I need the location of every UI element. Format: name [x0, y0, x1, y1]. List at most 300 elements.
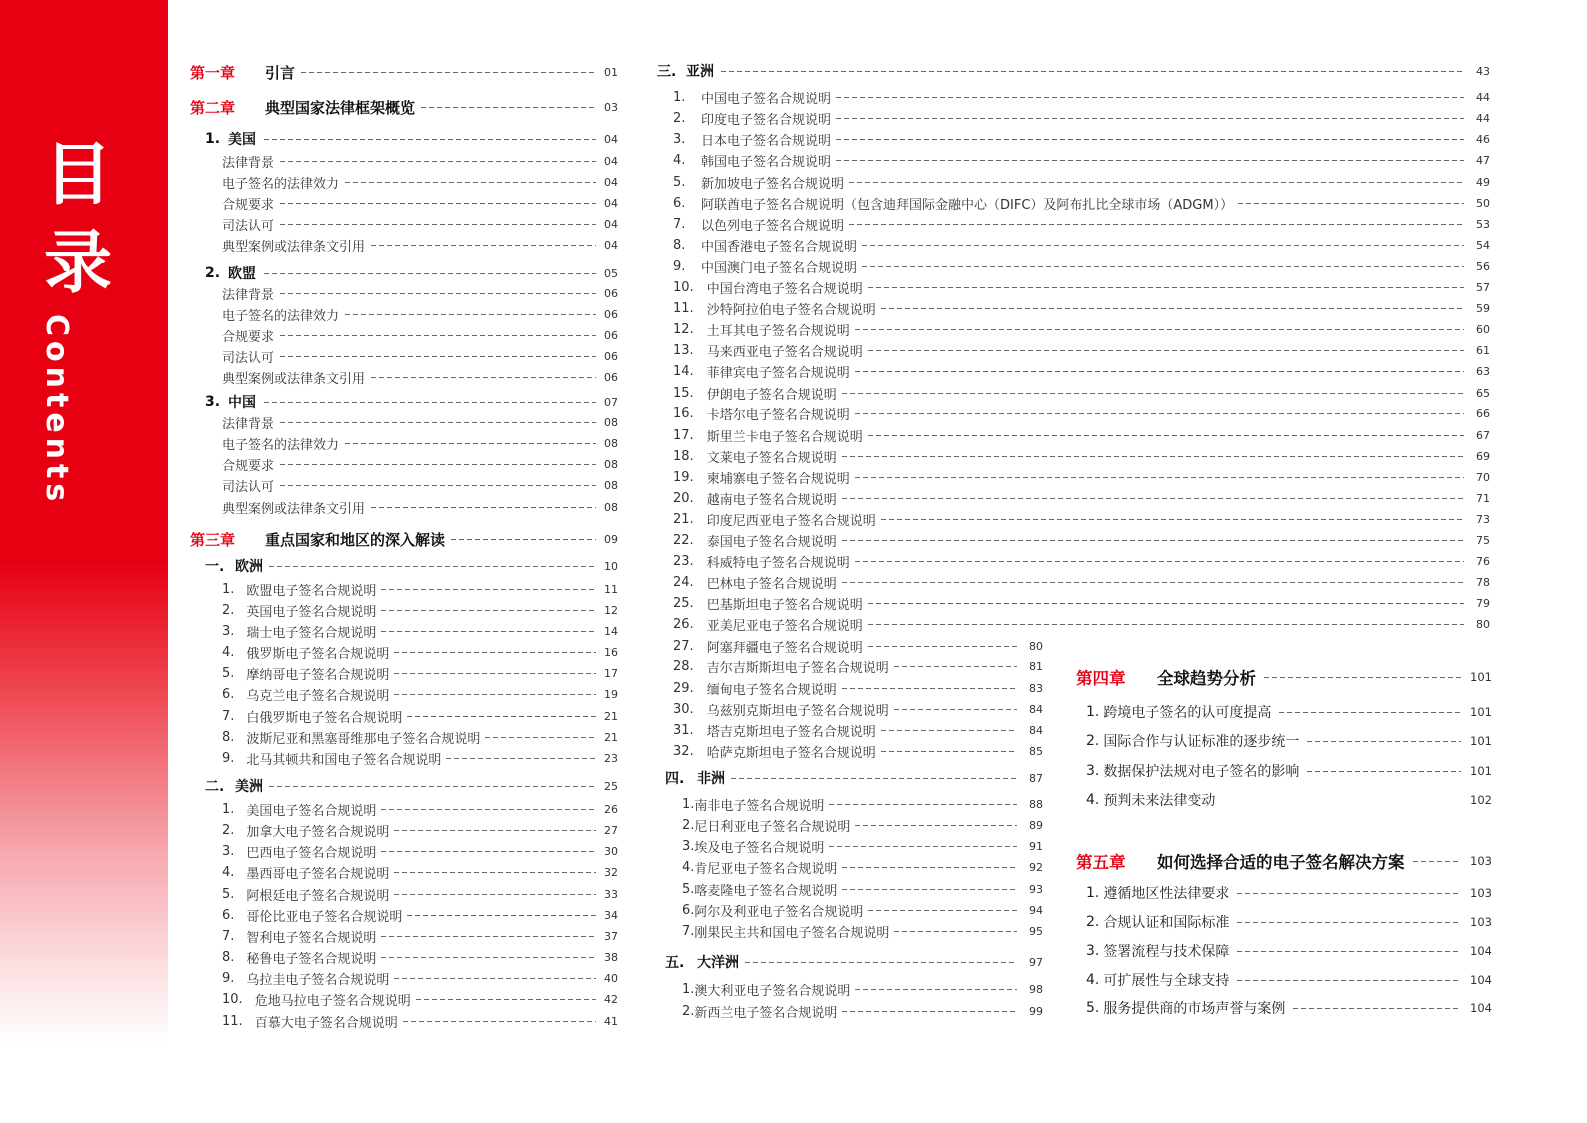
page-number: 78 — [1476, 575, 1490, 589]
entry-title: 电子签名的法律效力 — [222, 176, 340, 192]
toc-entry — [682, 857, 1043, 877]
page-number: 75 — [1476, 533, 1490, 547]
page-number: 06 — [604, 307, 618, 321]
dot-leader — [1237, 951, 1461, 952]
page-number: 06 — [604, 286, 618, 300]
entry-number: 23. — [673, 553, 694, 569]
page-number: 101 — [1470, 705, 1492, 719]
entry-number: 24. — [673, 574, 694, 590]
dot-leader — [868, 910, 1017, 911]
toc-entry — [222, 346, 618, 366]
page-number: 63 — [1476, 364, 1490, 378]
page-number: 27 — [604, 823, 618, 837]
toc-entry — [673, 488, 1490, 508]
toc-entry — [222, 884, 618, 904]
page-number: 33 — [604, 887, 618, 901]
toc-entry — [673, 361, 1490, 381]
entry-number: 一. — [205, 559, 225, 575]
entry-title: 埃及电子签名合规说明 — [694, 840, 825, 856]
entry-number: 2. — [1086, 733, 1100, 749]
page-number: 12 — [604, 603, 618, 617]
dot-leader — [836, 139, 1464, 140]
page-number: 11 — [604, 582, 618, 596]
toc-entry — [222, 172, 618, 192]
toc-entry — [682, 979, 1043, 999]
entry-title: 澳大利亚电子签名合规说明 — [694, 983, 851, 999]
page-number: 103 — [1470, 886, 1492, 900]
entry-number: 11. — [673, 300, 694, 316]
entry-number: 31. — [673, 722, 694, 738]
page-number: 67 — [1476, 428, 1490, 442]
entry-title: 北马其顿共和国电子签名合规说明 — [246, 752, 442, 768]
page-number: 04 — [604, 238, 618, 252]
dot-leader — [849, 182, 1464, 183]
entry-number: 1. — [1086, 885, 1100, 901]
entry-number: 15. — [673, 385, 694, 401]
entry-number: 3. — [673, 131, 686, 147]
chapter-label: 第五章 — [1076, 853, 1126, 872]
toc-entry — [222, 454, 618, 474]
dot-leader — [829, 846, 1017, 847]
page-number: 76 — [1476, 554, 1490, 568]
entry-number: 7. — [222, 708, 235, 724]
page-number: 41 — [604, 1014, 618, 1028]
page-number: 94 — [1029, 903, 1043, 917]
toc-entry — [222, 642, 618, 662]
entry-title: 法律背景 — [222, 155, 275, 171]
page-number: 61 — [1476, 343, 1490, 357]
dot-leader — [280, 485, 596, 486]
dot-leader — [868, 603, 1464, 604]
entry-title: 可扩展性与全球支持 — [1103, 973, 1230, 989]
chapter-title: 典型国家法律框架概览 — [265, 98, 416, 117]
page-number: 50 — [1476, 196, 1490, 210]
toc-section — [1086, 970, 1492, 990]
toc-entry — [673, 150, 1490, 170]
toc-entry — [673, 656, 1043, 676]
toc-entry — [222, 905, 618, 925]
entry-number: 1. — [673, 89, 686, 105]
entry-number: 5. — [222, 886, 235, 902]
dot-leader — [881, 519, 1464, 520]
entry-number: 4. — [1086, 792, 1100, 808]
entry-title: 亚洲 — [686, 64, 714, 80]
entry-title: 印度电子签名合规说明 — [701, 112, 832, 128]
page-number: 08 — [604, 436, 618, 450]
dot-leader — [345, 443, 596, 444]
entry-title: 哈萨克斯坦电子签名合规说明 — [706, 745, 876, 761]
toc-entry — [222, 727, 618, 747]
page-number: 104 — [1470, 944, 1492, 958]
dot-leader — [371, 507, 596, 508]
toc-section — [1086, 941, 1492, 961]
dot-leader — [394, 830, 596, 831]
dot-leader — [403, 1021, 596, 1022]
page-number: 46 — [1476, 132, 1490, 146]
entry-title: 乌兹别克斯坦电子签名合规说明 — [706, 703, 889, 719]
dot-leader — [381, 589, 596, 590]
dot-leader — [280, 464, 596, 465]
page-number: 80 — [1029, 639, 1043, 653]
toc-entry — [222, 367, 618, 387]
dot-leader — [1279, 712, 1461, 713]
entry-title: 国际合作与认证标准的逐步统一 — [1103, 734, 1300, 750]
dot-leader — [842, 889, 1017, 890]
page-number: 07 — [604, 395, 618, 409]
dot-leader — [862, 245, 1464, 246]
page-number: 84 — [1029, 702, 1043, 716]
entry-title: 大洋洲 — [697, 955, 739, 971]
entry-number: 10. — [222, 991, 243, 1007]
entry-title: 法律背景 — [222, 416, 275, 432]
entry-title: 美国电子签名合规说明 — [246, 803, 377, 819]
entry-number: 6. — [682, 902, 695, 918]
dot-leader — [855, 561, 1464, 562]
entry-title: 危地马拉电子签名合规说明 — [254, 993, 411, 1009]
entry-title: 印度尼西亚电子签名合规说明 — [706, 513, 876, 529]
page-number: 91 — [1029, 839, 1043, 853]
entry-title: 电子签名的法律效力 — [222, 308, 340, 324]
page-number: 95 — [1029, 924, 1043, 938]
dot-leader — [842, 498, 1464, 499]
page-number: 49 — [1476, 175, 1490, 189]
entry-title: 百慕大电子签名合规说明 — [254, 1015, 398, 1031]
dot-leader — [1293, 1008, 1461, 1009]
entry-number: 19. — [673, 469, 694, 485]
dot-leader — [280, 203, 596, 204]
entry-number: 13. — [673, 342, 694, 358]
entry-title: 韩国电子签名合规说明 — [701, 154, 832, 170]
entry-number: 25. — [673, 595, 694, 611]
page-number: 05 — [604, 266, 618, 280]
toc-entry — [673, 614, 1490, 634]
dot-leader — [416, 999, 596, 1000]
entry-number: 32. — [673, 743, 694, 759]
entry-title: 土耳其电子签名合规说明 — [706, 323, 850, 339]
dot-leader — [842, 582, 1464, 583]
dot-leader — [446, 758, 596, 759]
entry-number: 11. — [222, 1013, 243, 1029]
toc-entry — [673, 235, 1490, 255]
page-number: 03 — [604, 100, 618, 114]
dot-leader — [836, 118, 1464, 119]
entry-number: 1. — [682, 981, 695, 997]
page-number: 93 — [1029, 882, 1043, 896]
toc-entry — [222, 706, 618, 726]
entry-title: 典型案例或法律条文引用 — [222, 501, 366, 517]
page-number: 26 — [604, 802, 618, 816]
dot-leader — [269, 566, 596, 567]
entry-title: 马来西亚电子签名合规说明 — [706, 344, 863, 360]
dot-leader — [1237, 922, 1461, 923]
dot-leader — [745, 962, 1017, 963]
dot-leader — [280, 293, 596, 294]
dot-leader — [345, 314, 596, 315]
toc-entry — [682, 794, 1043, 814]
toc-entry — [673, 636, 1043, 656]
entry-title: 巴林电子签名合规说明 — [706, 576, 837, 592]
page-number: 87 — [1029, 771, 1043, 785]
entry-number: 8. — [222, 729, 235, 745]
page-number: 98 — [1029, 982, 1043, 996]
page-number: 43 — [1476, 64, 1490, 78]
toc-entry — [222, 412, 618, 432]
page-number: 23 — [604, 751, 618, 765]
entry-number: 1. — [222, 801, 235, 817]
entry-title: 肯尼亚电子签名合规说明 — [694, 861, 838, 877]
entry-title: 卡塔尔电子签名合规说明 — [706, 407, 850, 423]
entry-title: 英国电子签名合规说明 — [246, 604, 377, 620]
entry-title: 伊朗电子签名合规说明 — [706, 387, 837, 403]
toc-entry — [222, 989, 618, 1009]
toc-entry — [222, 862, 618, 882]
entry-number: 30. — [673, 701, 694, 717]
entry-title: 波斯尼亚和黑塞哥维那电子签名合规说明 — [246, 731, 481, 747]
toc-entry — [673, 551, 1490, 571]
toc-entry — [673, 383, 1490, 403]
entry-title: 沙特阿拉伯电子签名合规说明 — [706, 302, 876, 318]
entry-title: 白俄罗斯电子签名合规说明 — [246, 710, 403, 726]
page-number: 59 — [1476, 301, 1490, 315]
entry-number: 2. — [222, 602, 235, 618]
page-number: 103 — [1470, 854, 1492, 868]
page-number: 14 — [604, 624, 618, 638]
entry-number: 5. — [673, 174, 686, 190]
dot-leader — [394, 894, 596, 895]
entry-title: 智利电子签名合规说明 — [246, 930, 377, 946]
dot-leader — [855, 825, 1017, 826]
page-number: 42 — [604, 992, 618, 1006]
entry-title: 电子签名的法律效力 — [222, 437, 340, 453]
page-number: 101 — [1470, 764, 1492, 778]
dot-leader — [855, 371, 1464, 372]
page-number: 101 — [1470, 734, 1492, 748]
dot-leader — [842, 540, 1464, 541]
entry-title: 以色列电子签名合规说明 — [701, 218, 845, 234]
entry-number: 16. — [673, 405, 694, 421]
page-number: 79 — [1476, 596, 1490, 610]
page-number: 08 — [604, 457, 618, 471]
entry-number: 1. — [222, 581, 235, 597]
entry-number: 29. — [673, 680, 694, 696]
dot-leader — [842, 393, 1464, 394]
toc-entry — [673, 446, 1490, 466]
dot-leader — [1264, 677, 1461, 678]
dot-leader — [381, 936, 596, 937]
toc-section — [205, 556, 618, 576]
dot-leader — [280, 356, 596, 357]
toc-entry — [673, 340, 1490, 360]
toc-entry — [222, 621, 618, 641]
entry-number: 7. — [222, 928, 235, 944]
entry-title: 典型案例或法律条文引用 — [222, 239, 366, 255]
entry-title: 中国电子签名合规说明 — [701, 91, 832, 107]
dot-leader — [381, 809, 596, 810]
toc-entry — [673, 678, 1043, 698]
entry-title: 非洲 — [697, 771, 725, 787]
page-number: 08 — [604, 478, 618, 492]
entry-number: 26. — [673, 616, 694, 632]
dot-leader — [394, 652, 596, 653]
dot-leader — [842, 867, 1017, 868]
dot-leader — [855, 329, 1464, 330]
entry-number: 20. — [673, 490, 694, 506]
dot-leader — [407, 716, 596, 717]
toc-section — [1086, 998, 1492, 1018]
entry-title: 阿联酋电子签名合规说明（包含迪拜国际金融中心（DIFC）及阿布扎比全球市场（ADGM）） — [701, 197, 1234, 213]
entry-title: 司法认可 — [222, 218, 275, 234]
toc-entry — [222, 748, 618, 768]
entry-number: 2. — [205, 265, 221, 281]
entry-title: 南非电子签名合规说明 — [694, 798, 825, 814]
toc-entry — [673, 699, 1043, 719]
dot-leader — [894, 709, 1017, 710]
dot-leader — [842, 688, 1017, 689]
entry-title: 墨西哥电子签名合规说明 — [246, 866, 390, 882]
toc-entry — [673, 298, 1490, 318]
toc-entry — [222, 283, 618, 303]
entry-number: 二. — [205, 779, 225, 795]
toc-section — [1086, 883, 1492, 903]
entry-title: 尼日利亚电子签名合规说明 — [694, 819, 851, 835]
dot-leader — [381, 610, 596, 611]
entry-title: 中国香港电子签名合规说明 — [701, 239, 858, 255]
entry-number: 12. — [673, 321, 694, 337]
toc-chapter — [190, 62, 618, 82]
toc-entry — [222, 579, 618, 599]
dot-leader — [264, 139, 596, 140]
dot-leader — [485, 737, 596, 738]
entry-number: 10. — [673, 279, 694, 295]
entry-number: 18. — [673, 448, 694, 464]
toc-entry — [222, 947, 618, 967]
toc-entry — [682, 815, 1043, 835]
entry-title: 刚果民主共和国电子签名合规说明 — [694, 925, 890, 941]
entry-number: 7. — [682, 923, 695, 939]
entry-title: 巴西电子签名合规说明 — [246, 845, 377, 861]
toc-entry — [222, 820, 618, 840]
toc-entry — [222, 151, 618, 171]
entry-title: 数据保护法规对电子签名的影响 — [1103, 764, 1300, 780]
dot-leader — [1307, 741, 1461, 742]
page-number: 83 — [1029, 681, 1043, 695]
entry-number: 17. — [673, 427, 694, 443]
dot-leader — [731, 778, 1017, 779]
toc-entry — [682, 921, 1043, 941]
page-number: 10 — [604, 559, 618, 573]
page-number: 57 — [1476, 280, 1490, 294]
page-number: 04 — [604, 196, 618, 210]
toc-entry — [222, 193, 618, 213]
entry-title: 签署流程与技术保障 — [1103, 944, 1230, 960]
entry-number: 3. — [205, 394, 221, 410]
entry-number: 2. — [682, 817, 695, 833]
dot-leader — [381, 851, 596, 852]
entry-title: 欧盟电子签名合规说明 — [246, 583, 377, 599]
entry-title: 喀麦隆电子签名合规说明 — [694, 883, 838, 899]
page-number: 101 — [1470, 670, 1492, 684]
toc-entry — [222, 497, 618, 517]
contents-subtitle: Contents — [39, 314, 74, 507]
chapter-title: 重点国家和地区的深入解读 — [265, 530, 446, 549]
entry-number: 4. — [1086, 972, 1100, 988]
page-number: 99 — [1029, 1004, 1043, 1018]
toc-section — [205, 776, 618, 796]
toc-entry — [222, 1011, 618, 1031]
page-number: 54 — [1476, 238, 1490, 252]
entry-title: 遵循地区性法律要求 — [1103, 886, 1230, 902]
entry-title: 司法认可 — [222, 479, 275, 495]
toc-section — [205, 263, 618, 283]
dot-leader — [394, 978, 596, 979]
page-number: 73 — [1476, 512, 1490, 526]
toc-entry — [673, 425, 1490, 445]
entry-number: 3. — [1086, 763, 1100, 779]
entry-title: 合规认证和国际标准 — [1103, 915, 1230, 931]
page-number: 70 — [1476, 470, 1490, 484]
toc-entry — [673, 172, 1490, 192]
dot-leader — [280, 224, 596, 225]
entry-number: 9. — [222, 970, 235, 986]
page-number: 37 — [604, 929, 618, 943]
entry-title: 文莱电子签名合规说明 — [706, 450, 837, 466]
entry-title: 秘鲁电子签名合规说明 — [246, 951, 377, 967]
page-number: 21 — [604, 730, 618, 744]
entry-title: 阿塞拜疆电子签名合规说明 — [706, 640, 863, 656]
dot-leader — [855, 989, 1017, 990]
page-number: 38 — [604, 950, 618, 964]
entry-title: 美洲 — [235, 779, 263, 795]
toc-entry — [222, 968, 618, 988]
entry-number: 6. — [222, 907, 235, 923]
dot-leader — [264, 273, 596, 274]
toc-entry — [673, 129, 1490, 149]
toc-entry — [682, 1001, 1043, 1021]
toc-entry — [673, 509, 1490, 529]
entry-number: 2. — [673, 110, 686, 126]
entry-title: 新加坡电子签名合规说明 — [701, 176, 845, 192]
toc-entry — [222, 841, 618, 861]
entry-number: 2. — [682, 1003, 695, 1019]
dot-leader — [842, 456, 1464, 457]
chapter-title: 如何选择合适的电子签名解决方案 — [1157, 853, 1405, 872]
entry-title: 新西兰电子签名合规说明 — [694, 1005, 838, 1021]
entry-title: 服务提供商的市场声誉与案例 — [1103, 1001, 1286, 1017]
entry-title: 司法认可 — [222, 350, 275, 366]
entry-title: 斯里兰卡电子签名合规说明 — [706, 429, 863, 445]
toc-entry — [673, 87, 1490, 107]
page-number: 85 — [1029, 744, 1043, 758]
entry-title: 吉尔吉斯斯坦电子签名合规说明 — [706, 660, 889, 676]
dot-leader — [868, 287, 1464, 288]
toc-entry — [222, 600, 618, 620]
page-number: 06 — [604, 328, 618, 342]
dot-leader — [407, 915, 596, 916]
entry-number: 21. — [673, 511, 694, 527]
toc-section — [665, 952, 1043, 972]
page-number: 65 — [1476, 386, 1490, 400]
page-number: 47 — [1476, 153, 1490, 167]
dot-leader — [868, 350, 1464, 351]
entry-title: 欧洲 — [235, 559, 263, 575]
dot-leader — [451, 539, 596, 540]
page-number: 71 — [1476, 491, 1490, 505]
page-number: 66 — [1476, 406, 1490, 420]
entry-number: 8. — [222, 949, 235, 965]
entry-title: 阿根廷电子签名合规说明 — [246, 888, 390, 904]
entry-number: 5. — [1086, 1000, 1100, 1016]
page-number: 60 — [1476, 322, 1490, 336]
